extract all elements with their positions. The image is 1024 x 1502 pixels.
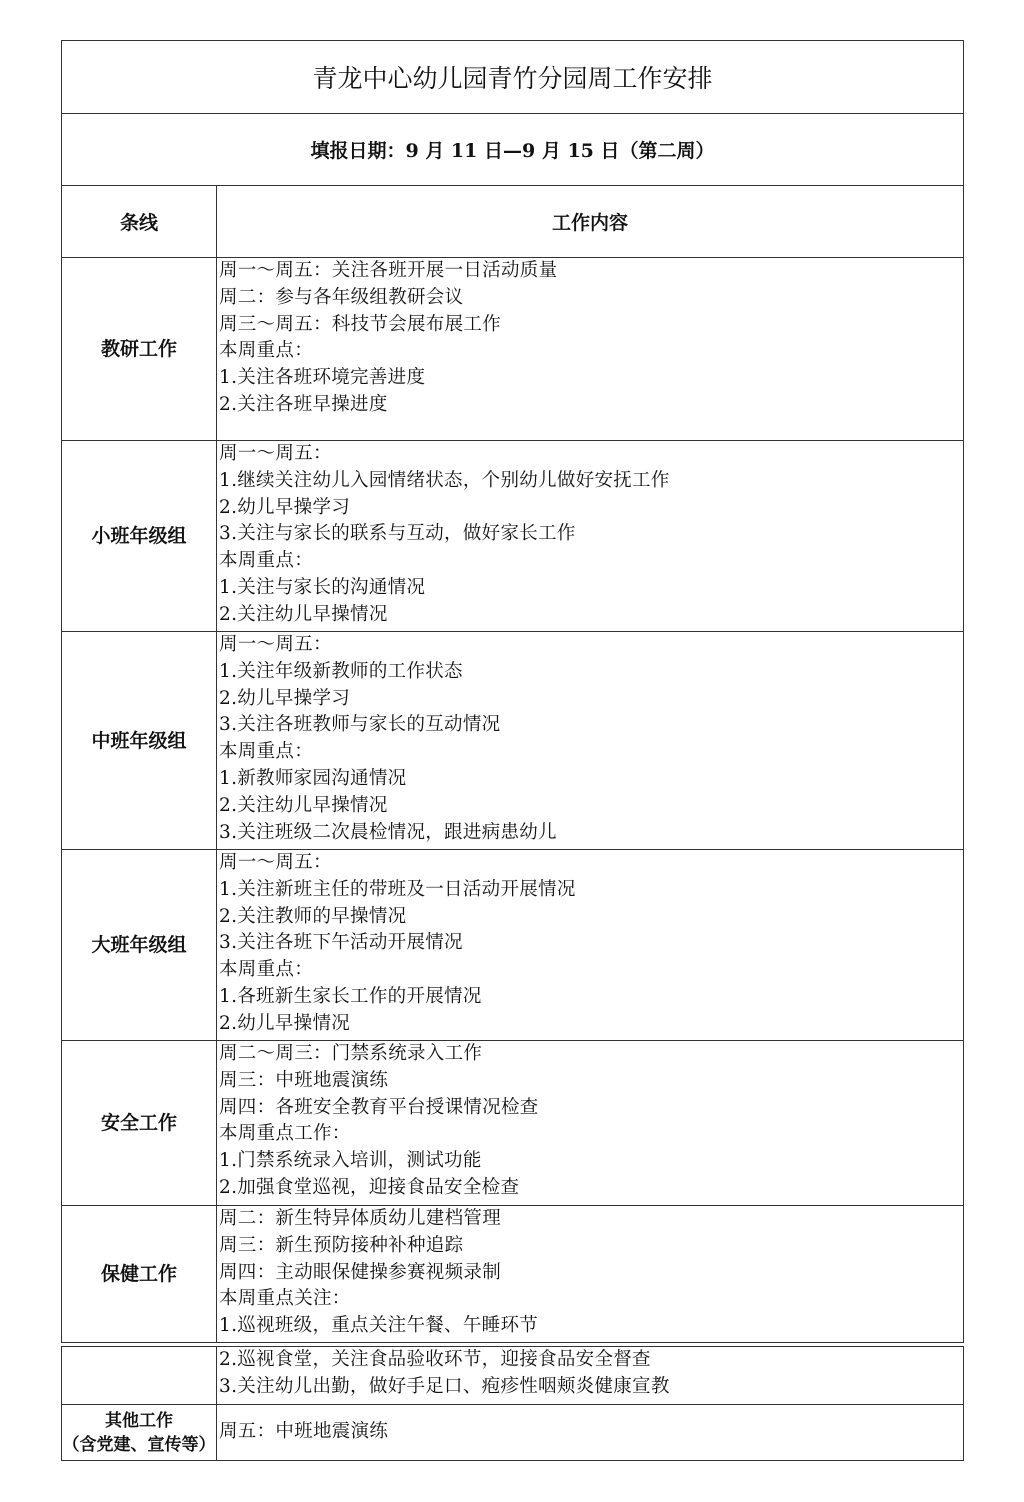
content-line: 1.各班新生家长工作的开展情况 bbox=[219, 985, 482, 1007]
content-line: 3.关注幼儿出勤，做好手足口、疱疹性咽颊炎健康宣教 bbox=[219, 1375, 670, 1397]
content-line: 2.关注幼儿早操情况 bbox=[219, 794, 388, 816]
content-line: 1.关注各班环境完善进度 bbox=[219, 367, 426, 389]
row-label: 保健工作 bbox=[62, 1206, 217, 1343]
content-line: 2.幼儿早操情况 bbox=[219, 1012, 351, 1034]
content-line: 1.关注与家长的沟通情况 bbox=[219, 576, 426, 598]
row-label-line: 其他工作 bbox=[105, 1410, 173, 1431]
content-line: 周二：新生特异体质幼儿建档管理 bbox=[219, 1208, 502, 1229]
content-line: 周四：主动眼保健操参赛视频录制 bbox=[219, 1261, 502, 1283]
content-line: 周三：中班地震演练 bbox=[219, 1069, 389, 1091]
report-date: 填报日期：9 月 11 日—9 月 15 日（第二周） bbox=[62, 114, 964, 186]
header-content: 工作内容 bbox=[217, 186, 964, 258]
row-label: 安全工作 bbox=[62, 1041, 217, 1206]
content-line: 周四：各班安全教育平台授课情况检查 bbox=[219, 1096, 539, 1118]
row-label bbox=[62, 1405, 217, 1461]
row-content bbox=[217, 1041, 964, 1206]
row-label: 大班年级组 bbox=[62, 850, 217, 1041]
row-content bbox=[217, 258, 964, 441]
row-content bbox=[217, 1206, 964, 1343]
header-category: 条线 bbox=[62, 186, 217, 258]
row-content bbox=[217, 850, 964, 1041]
row-content bbox=[217, 441, 964, 632]
content-line: 3.关注各班教师与家长的互动情况 bbox=[219, 714, 501, 736]
content-line: 2.加强食堂巡视，迎接食品安全检查 bbox=[219, 1176, 520, 1198]
row-label-line: （含党建、宣传等） bbox=[62, 1434, 216, 1455]
content-line: 2.幼儿早操学习 bbox=[219, 496, 351, 518]
content-line: 周一～周五：关注各班开展一日活动质量 bbox=[219, 260, 558, 281]
content-line: 2.关注教师的早操情况 bbox=[219, 905, 407, 927]
content-line: 本周重点： bbox=[219, 340, 314, 362]
content-line: 周三～周五：科技节会展布展工作 bbox=[219, 313, 502, 335]
content-line: 2.巡视食堂，关注食品验收环节，迎接食品安全督查 bbox=[219, 1349, 651, 1370]
content-line: 周二：参与各年级组教研会议 bbox=[219, 286, 464, 308]
row-label: 小班年级组 bbox=[62, 441, 217, 632]
table-row bbox=[62, 1405, 964, 1461]
row-label: 教研工作 bbox=[62, 258, 217, 441]
content-line: 本周重点： bbox=[219, 550, 314, 572]
table-row bbox=[62, 441, 964, 632]
content-line: 周一～周五： bbox=[219, 852, 332, 873]
content-line: 1.关注年级新教师的工作状态 bbox=[219, 660, 463, 682]
row-label-empty bbox=[62, 1347, 217, 1405]
schedule-table bbox=[61, 40, 964, 1343]
content-line: 3.关注班级二次晨检情况，跟进病患幼儿 bbox=[219, 821, 557, 843]
content-line: 2.关注各班早操进度 bbox=[219, 393, 388, 415]
content-line: 1.关注新班主任的带班及一日活动开展情况 bbox=[219, 878, 576, 900]
row-label: 中班年级组 bbox=[62, 632, 217, 850]
content-line: 本周重点： bbox=[219, 959, 314, 981]
content-line: 2.关注幼儿早操情况 bbox=[219, 603, 388, 625]
content-line: 1.门禁系统录入培训，测试功能 bbox=[219, 1150, 482, 1172]
content-line: 1.巡视班级，重点关注午餐、午睡环节 bbox=[219, 1315, 539, 1337]
content-line: 周一～周五： bbox=[219, 634, 332, 655]
content-line: 本周重点关注： bbox=[219, 1288, 351, 1310]
content-line: 周三：新生预防接种补种追踪 bbox=[219, 1234, 464, 1256]
row-content bbox=[217, 632, 964, 850]
page-title: 青龙中心幼儿园青竹分园周工作安排 bbox=[62, 41, 964, 114]
table-row bbox=[62, 1041, 964, 1206]
content-line: 3.关注与家长的联系与互动，做好家长工作 bbox=[219, 523, 576, 545]
row-content bbox=[217, 1347, 964, 1405]
content-line: 周五：中班地震演练 bbox=[219, 1421, 389, 1443]
content-line: 周一～周五： bbox=[219, 443, 332, 464]
content-line: 1.新教师家园沟通情况 bbox=[219, 767, 407, 789]
table-row bbox=[62, 1347, 964, 1405]
content-line: 周二～周三：门禁系统录入工作 bbox=[219, 1043, 483, 1064]
content-line: 本周重点： bbox=[219, 741, 314, 763]
schedule-table-continued bbox=[61, 1346, 964, 1461]
table-row bbox=[62, 632, 964, 850]
table-row bbox=[62, 1206, 964, 1343]
content-line: 1.继续关注幼儿入园情绪状态，个别幼儿做好安抚工作 bbox=[219, 469, 670, 491]
row-content bbox=[217, 1405, 964, 1461]
content-line: 2.幼儿早操学习 bbox=[219, 687, 351, 709]
content-line: 3.关注各班下午活动开展情况 bbox=[219, 932, 463, 954]
content-line: 本周重点工作： bbox=[219, 1123, 351, 1145]
table-row bbox=[62, 258, 964, 441]
table-row bbox=[62, 850, 964, 1041]
